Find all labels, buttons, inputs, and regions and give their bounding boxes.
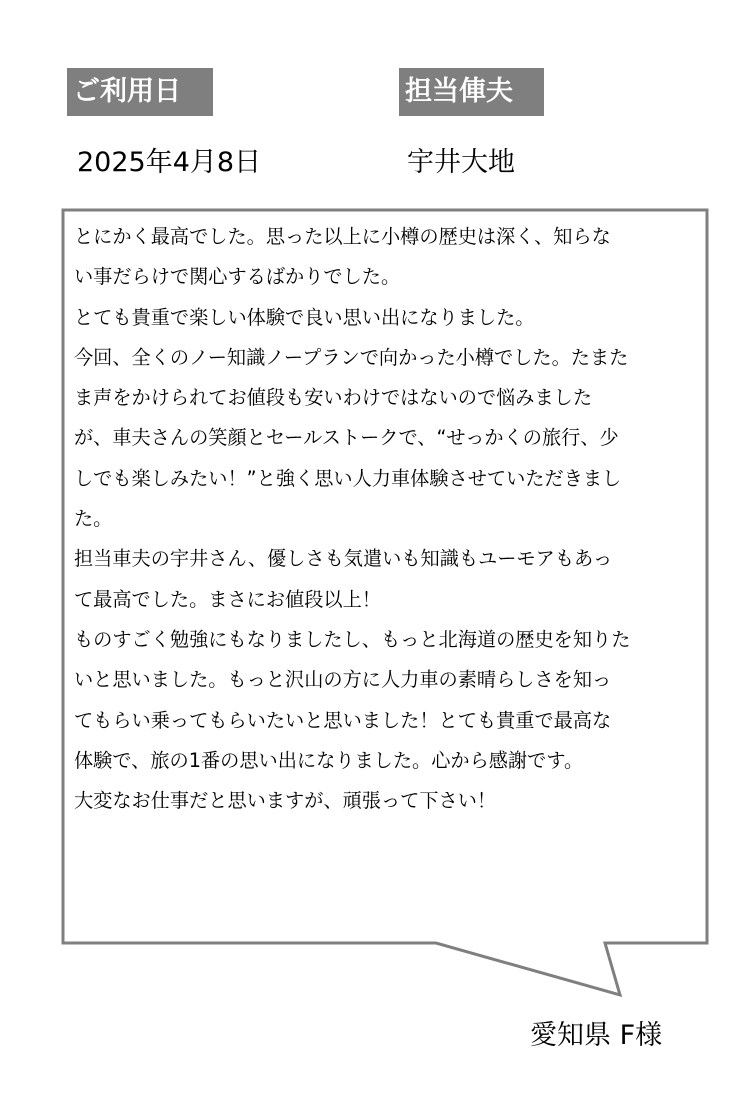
review-line: とても貴重で楽しい体験で良い思い出になりました。 [74,305,535,329]
staff-name-value: 宇井大地 [407,147,515,178]
review-line: いと思いました。もっと沢山の方に人力車の素晴らしさを知っ [74,668,612,692]
review-line: い事だらけで関心するばかりでした。 [74,265,401,289]
usage-date-label: ご利用日 [67,68,213,116]
review-line: た。 [74,507,113,531]
review-line: て最高でした。まさにお値段以上！ [74,587,381,611]
usage-date-value: 2025年4月8日 [77,147,262,178]
review-line: しでも楽しみたい！”と強く思い人力車体験させていただきまし [74,466,622,490]
review-line: 今回、全くのノー知識ノープランで向かった小樽でした。たまた [74,345,629,369]
review-line: が、車夫さんの笑顔とセールストークで、“せっかくの旅行、少 [74,426,619,450]
review-line: ものすごく勉強にもなりましたし、もっと北海道の歴史を知りた [74,627,631,651]
review-line: てもらい乗ってもらいたいと思いました！とても貴重で最高な [74,708,612,732]
customer-name: 愛知県 F様 [530,1020,663,1051]
review-line: ま声をかけられてお値段も安いわけではないので悩みました [74,386,593,410]
review-line: 担当車夫の宇井さん、優しさも気遣いも知識もユーモアもあっ [74,547,613,571]
review-line: 体験で、旅の1番の思い出になりました。心から感謝です。 [74,748,584,772]
staff-label: 担当俥夫 [399,68,544,116]
review-line: とにかく最高でした。思った以上に小樽の歴史は深く、知らな [74,225,611,248]
review-text [74,217,706,821]
review-line: 大変なお仕事だと思いますが、頑張って下さい！ [74,789,497,813]
